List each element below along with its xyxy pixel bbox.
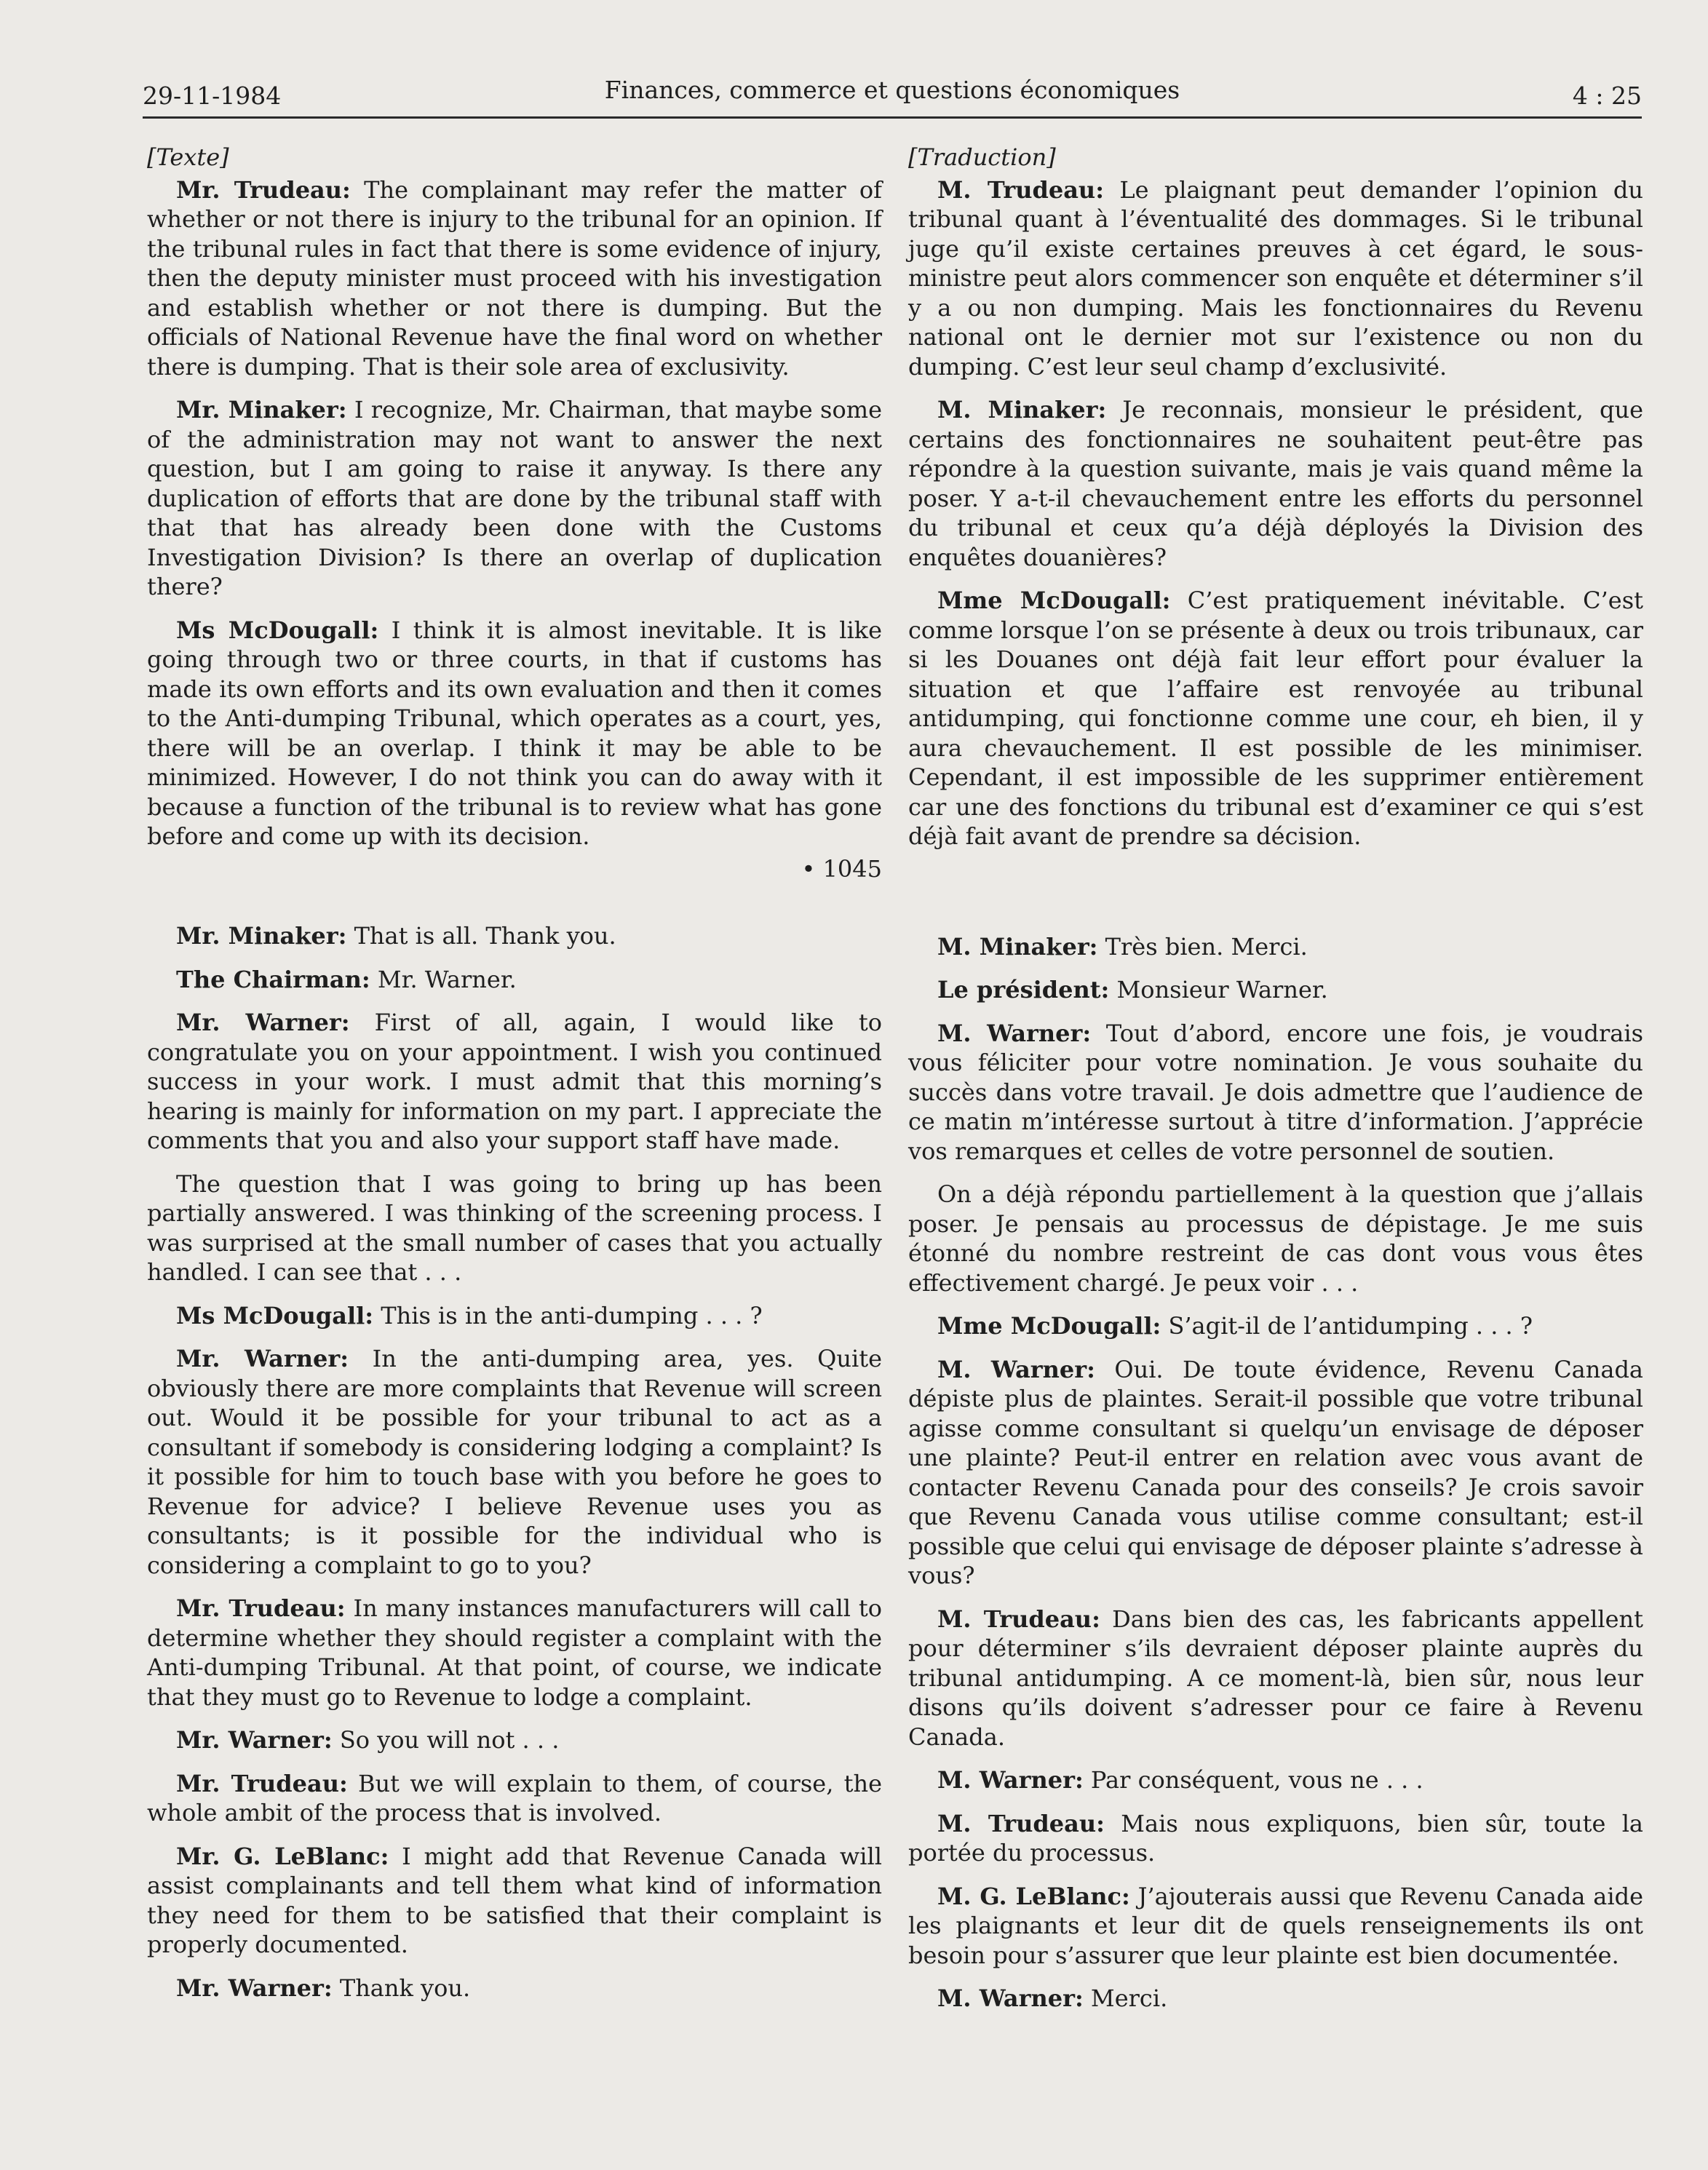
section-label: [Texte] [147,143,229,171]
speech-text: Thank you. [332,1974,471,2002]
paragraph [908,1882,1643,1971]
speech-text: In many instances manufacturers will call to determine whether they should register a complaint with the Anti-dumping Tribunal. At that point, of course, we indicate that they must go to Revenue to lodge a complaint. [147,1594,883,1711]
speech-text: First of all, again, I would like to congratulate you on your appointment. I wish you continued success in your work. I must admit that this morning’s hearing is mainly for information on my part. I appreciate the comments that you and also your support staff have made. [147,1009,883,1154]
speech-text: But we will explain to them, of course, the whole ambit of the process that is involved. [147,1769,883,1827]
section-label: [Traduction] [908,143,1056,171]
speech-text: S’agit-il de l’antidumping . . . ? [1161,1312,1533,1340]
paragraph [147,1169,882,1287]
paragraph [147,395,882,602]
speaker-name: Mr. Trudeau: [176,1769,348,1797]
paragraph [908,395,1643,572]
speaker-name: M. Trudeau: [937,1605,1100,1633]
speech-text: C’est pratiquement inévitable. C’est comme lorsque l’on se présente à deux ou trois tribunaux, car si les Douanes ont déjà fait leur effort pour évaluer la situation et que l’affaire est renvoyée au tribunal antidumping, qui fonctionne comme une cour, eh bien, il y aura chevauchement. Il est possible de les minimiser. Cependant, il est impossible de les supprimer entièrement car une des fonctions du tribunal est d’examiner ce qui s’est déjà fait avant de prendre sa décision. [908,587,1644,850]
paragraph [147,1769,882,1828]
speaker-name: Mme McDougall: [937,1312,1161,1340]
paragraph [908,1311,1643,1341]
paragraph [147,965,882,995]
speech-text: I recognize, Mr. Chairman, that maybe some of the administration may not want to answer the next question, but I am going to raise it anyway. Is there any duplication of efforts that are done by the tribunal staff with that that has already been done with the Customs Investigation Division? Is there an overlap of duplication there? [147,396,883,600]
paragraph [147,616,882,851]
speaker-name: Ms McDougall: [176,616,379,644]
speech-text: The question that I was going to bring up has been partially answered. I was thinking of the screening process. I was surprised at the small number of cases that you actually handled. I can see that . . . [147,1169,882,1286]
speaker-name: The Chairman: [176,965,370,993]
paragraph [908,586,1643,851]
english-column [147,143,882,2016]
paragraph [147,1974,882,2003]
speech-text: Dans bien des cas, les fabricants appellent pour déterminer s’ils devraient déposer plainte auprès du tribunal antidumping. A ce moment-là, bien sûr, nous leur disons qu’ils doivent s’adresser pour ce faire à Revenu Canada. [908,1605,1644,1751]
speaker-name: Mr. Warner: [176,1009,350,1036]
header-title: Finances, commerce et questions économiques [604,76,1180,104]
speech-text: J’ajouterais aussi que Revenu Canada aide les plaignants et leur dit de quels renseignements ils ont besoin pour s’assurer que leur plainte est bien documentée. [908,1882,1643,1969]
speech-text: Merci. [1083,1984,1168,2012]
paragraph [908,1019,1643,1167]
column-spacer [908,865,1643,932]
paragraph [147,921,882,951]
paragraph [908,1355,1643,1591]
speaker-name: M. Warner: [937,1766,1084,1794]
speaker-name: Mr. Minaker: [176,396,347,424]
paragraph [147,1842,882,1960]
paragraph [147,1594,882,1712]
paragraph [147,1008,882,1156]
speech-text: That is all. Thank you. [346,922,616,950]
speech-text: Je reconnais, monsieur le président, que certains des fonctionnaires ne souhaitent peut-être pas répondre à la question suivante, mais je vais quand même la poser. Y a-t-il chevauchement entre les efforts du personnel du tribunal et ceux qu’a déjà déployés la Division des enquêtes douanières? [908,396,1644,571]
speaker-name: M. Minaker: [937,396,1107,424]
speaker-name: Mr. G. LeBlanc: [176,1842,389,1870]
speaker-name: M. Warner: [937,1019,1092,1047]
paragraph [908,1180,1643,1297]
speech-text: So you will not . . . [332,1726,560,1754]
speech-text: This is in the anti-dumping . . . ? [373,1301,763,1330]
paragraph [908,975,1643,1005]
paragraph [908,932,1643,962]
paragraph [147,1725,882,1755]
speech-text: Oui. De toute évidence, Revenu Canada dépiste plus de plaintes. Serait-il possible que votre tribunal agisse comme consultant si quelqu’un envisage de déposer une plainte? Peut-il entrer en relation avec vous avant de contacter Revenu Canada pour des conseils? Je crois savoir que Revenu Canada vous utilise comme consultant; est-il possible que celui qui envisage de déposer plainte s’adresse à vous? [908,1355,1644,1589]
speech-text: On a déjà répondu partiellement à la question que j’allais poser. Je pensais au processus de dépistage. Je me suis étonné du nombre restreint de cas dont vous vous êtes effectivement chargé. Je peux voir . . . [908,1180,1643,1297]
speaker-name: M. G. LeBlanc: [937,1882,1130,1910]
speaker-name: M. Trudeau: [937,175,1104,204]
speaker-name: Mr. Minaker: [176,922,347,950]
speaker-name: Mr. Warner: [176,1726,333,1754]
speaker-name: Mr. Warner: [176,1974,333,2002]
speaker-name: M. Minaker: [937,932,1098,961]
speaker-name: Le président: [937,976,1110,1003]
speech-text: Très bien. Merci. [1097,932,1308,961]
speech-text: Mais nous expliquons, bien sûr, toute la portée du processus. [908,1809,1644,1867]
paragraph [908,1765,1643,1795]
speaker-name: Mr. Trudeau: [176,175,351,204]
speech-text: The complainant may refer the matter of whether or not there is injury to the tribunal for an opinion. If the tribunal rules in fact that there is some evidence of injury, then the deputy minister must proceed with his investigation and establish whether or not there is dumping. But the officials of National Revenue have the final word on whether there is dumping. That is their sole area of exclusivity. [147,175,883,381]
paragraph [908,1809,1643,1868]
speech-text: Tout d’abord, encore une fois, je voudrais vous féliciter pour votre nomination. Je vous souhaite du succès dans votre travail. Je dois admettre que l’audience de ce matin m’intéresse surtout à titre d’information. J’apprécie vos remarques et celles de votre personnel de soutien. [908,1019,1643,1165]
time-marker: • 1045 [801,854,882,883]
speech-text: Par conséquent, vous ne . . . [1083,1766,1423,1794]
header-date: 29-11-1984 [143,82,282,110]
speaker-name: Mr. Warner: [176,1345,349,1372]
speaker-name: Ms McDougall: [176,1301,374,1330]
speaker-name: M. Trudeau: [937,1809,1105,1837]
speaker-name: Mr. Trudeau: [176,1594,346,1622]
paragraph [908,1984,1643,2014]
speaker-name: Mme McDougall: [937,587,1171,614]
paragraph [147,175,882,382]
speech-text: I think it is almost inevitable. It is like going through two or three courts, in that if customs has made its own efforts and its own evaluation and then it comes to the Anti-dumping Tribunal, which operates as a court, yes, there will be an overlap. I think it may be able to be minimized. However, I do not think you can do away with it because a function of the tribunal is to review what has gone before and come up with its decision. [147,616,883,850]
paragraph [147,1344,882,1580]
speech-text: Monsieur Warner. [1109,976,1328,1003]
page-header [143,73,1642,119]
paragraph [147,1301,882,1331]
speech-text: Mr. Warner. [370,965,517,993]
header-page-number: 4 : 25 [1572,82,1642,110]
french-column [908,143,1643,2027]
speech-text: In the anti-dumping area, yes. Quite obviously there are more complaints that Revenue will screen out. Would it be possible for your tribunal to act as a consultant if somebody is considering lodging a complaint? Is it possible for him to touch base with you before he goes to Revenue for advice? I believe Revenue uses you as consultants; is it possible for the individual who is considering a complaint to go to you? [147,1345,883,1579]
speech-text: Le plaignant peut demander l’opinion du tribunal quant à l’éventualité des dommages. Si le tribunal juge qu’il existe certaines preuves à cet égard, le sous-ministre peut alors commencer son enquête et déterminer s’il y a ou non dumping. Mais les fonctionnaires du Revenu national ont le dernier mot sur l’existence ou non du dumping. C’est leur seul champ d’exclusivité. [908,175,1643,381]
speech-text: I might add that Revenue Canada will assist complainants and tell them what kind of information they need for them to be satisfied that their complaint is properly documented. [147,1842,883,1958]
speaker-name: M. Warner: [937,1984,1084,2012]
speaker-name: M. Warner: [937,1355,1095,1383]
paragraph [908,1605,1643,1752]
paragraph [908,175,1643,382]
